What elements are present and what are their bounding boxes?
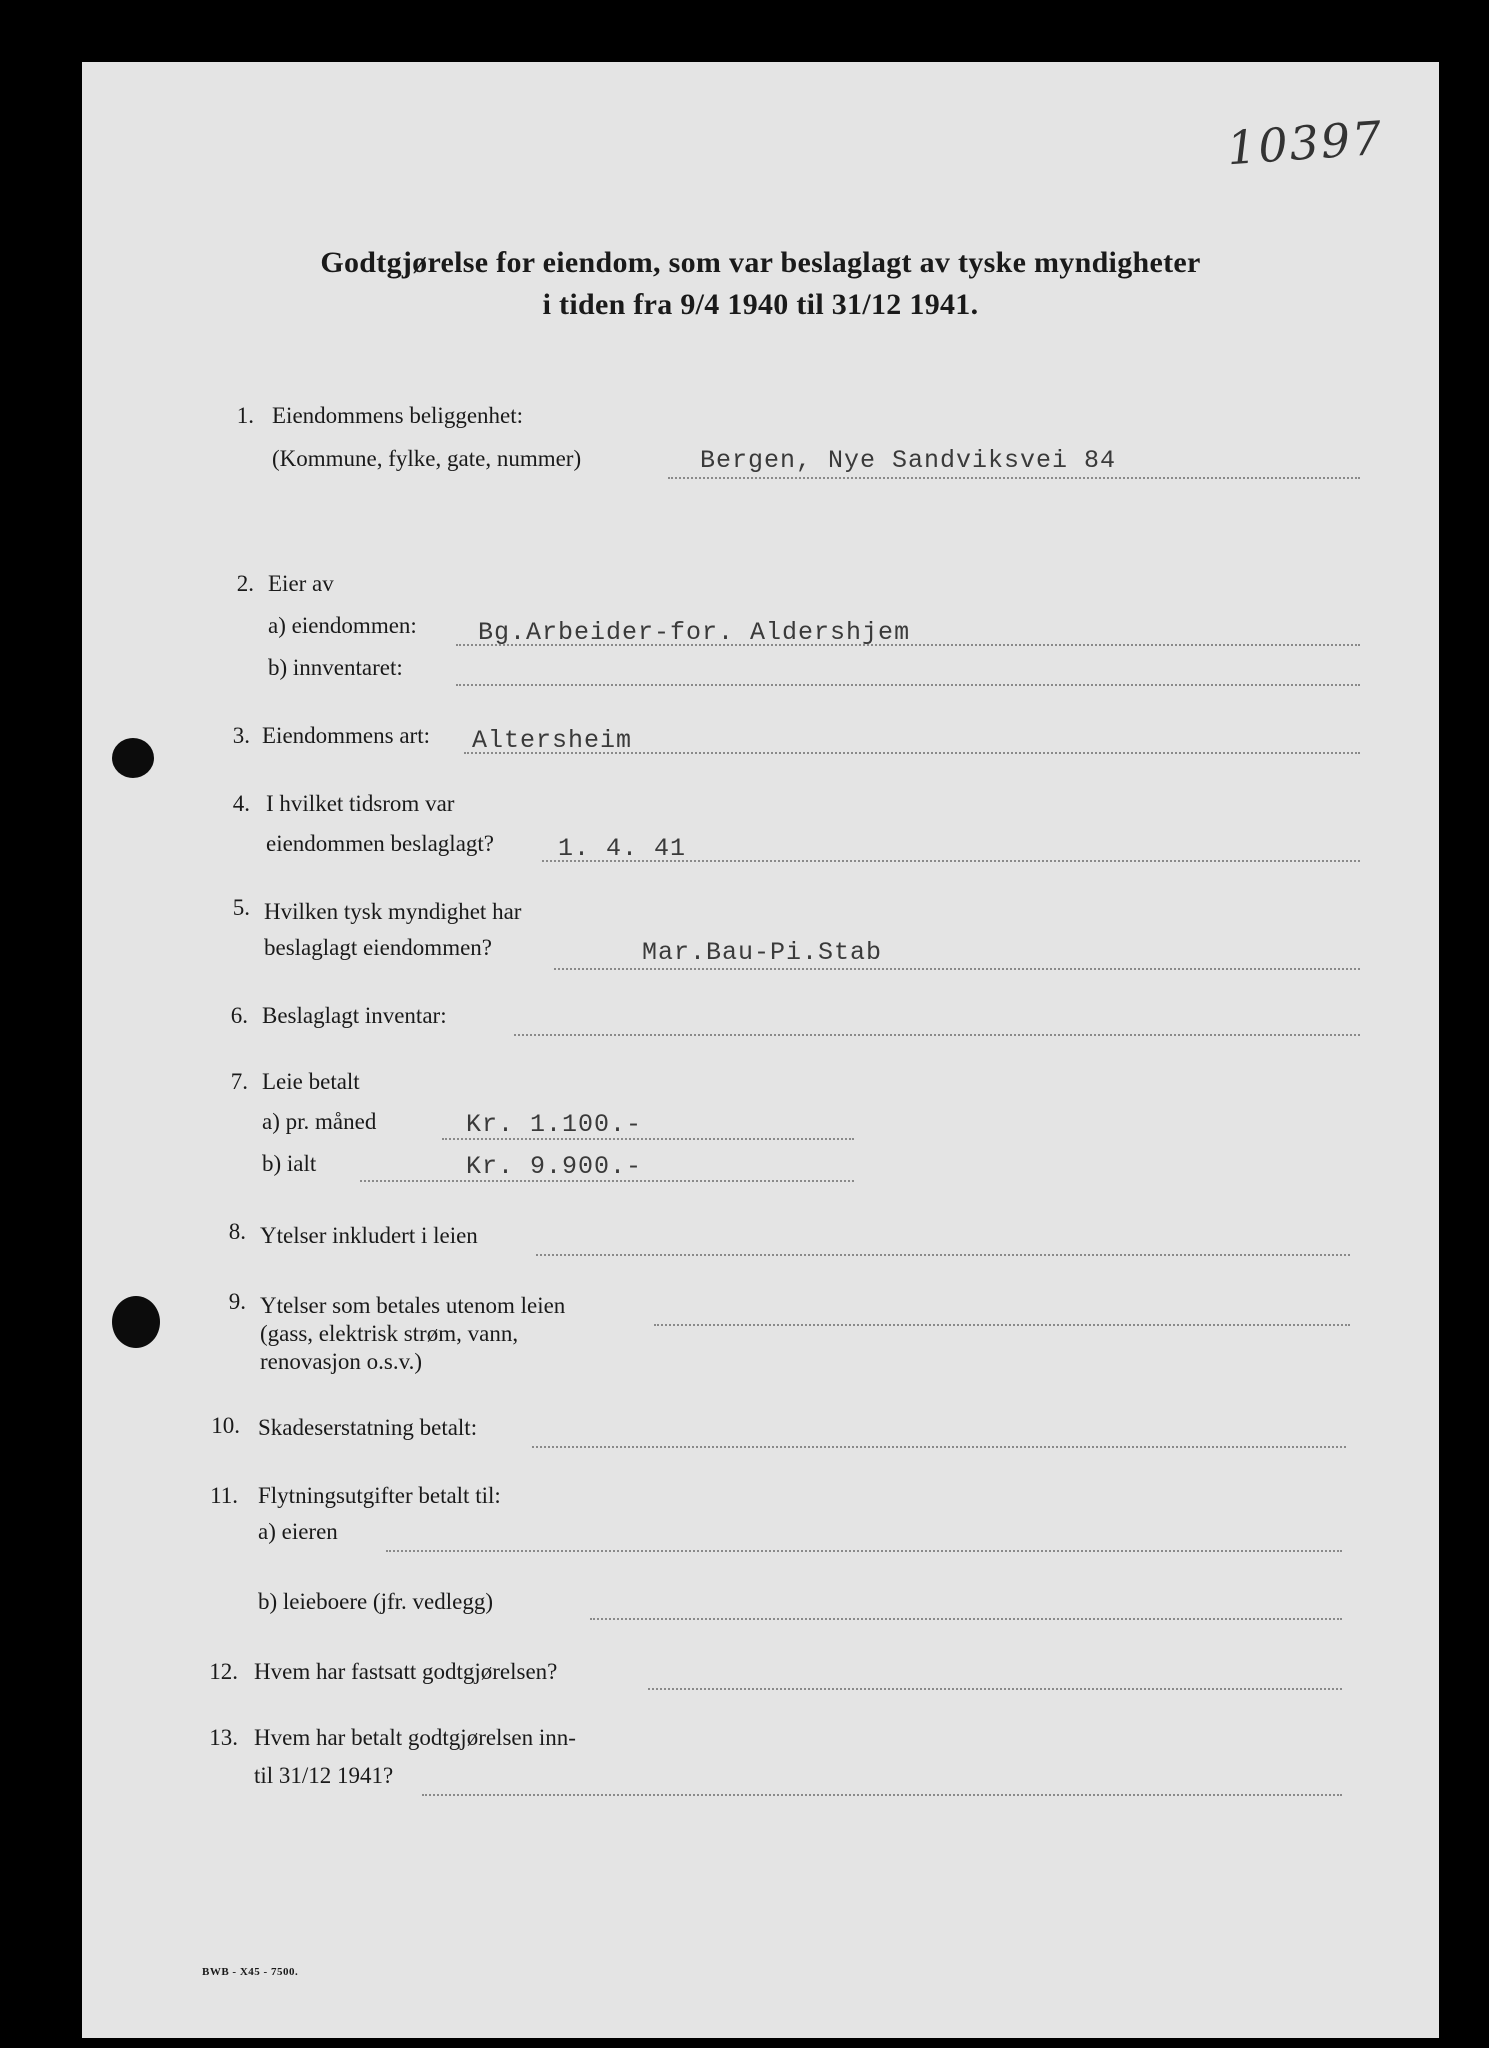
q11a-label: a) eieren — [258, 1519, 338, 1544]
q3-number: 3. — [232, 723, 250, 748]
q7b-answer: Kr. 9.900.- — [466, 1152, 643, 1181]
q3-answer: Altersheim — [472, 726, 633, 755]
q2-label: Eier av — [268, 571, 334, 596]
q11-label: Flytningsutgifter betalt til: — [258, 1483, 501, 1508]
q9-number: 9. — [228, 1289, 246, 1314]
q2b-label: b) innventaret: — [268, 655, 403, 680]
q12-label: Hvem har fastsatt godtgjørelsen? — [254, 1659, 558, 1684]
punch-hole-stain-upper — [112, 738, 154, 778]
q9-label-line2: (gass, elektrisk strøm, vann, — [260, 1321, 519, 1346]
form-page — [82, 62, 1439, 2038]
q2-number: 2. — [236, 571, 254, 596]
q1-answer-line — [668, 477, 1360, 479]
q6-number: 6. — [230, 1003, 248, 1028]
q6-label: Beslaglagt inventar: — [262, 1003, 447, 1028]
q9-label-line1: Ytelser som betales utenom leien — [260, 1293, 566, 1318]
q9-answer-line — [654, 1324, 1350, 1326]
q3-label: Eiendommens art: — [262, 723, 430, 748]
printer-code: BWB - X45 - 7500. — [202, 1966, 299, 1978]
q8-label: Ytelser inkludert i leien — [260, 1223, 478, 1248]
q7a-label: a) pr. måned — [262, 1109, 377, 1134]
q7-number: 7. — [230, 1069, 248, 1094]
q13-label-line1: Hvem har betalt godtgjørelsen inn- — [254, 1725, 576, 1750]
q10-number: 10. — [211, 1413, 240, 1438]
q4-number: 4. — [232, 791, 250, 816]
q1-label-line1: Eiendommens beliggenhet: — [272, 403, 524, 428]
q11b-answer-line — [590, 1618, 1342, 1620]
q7b-label: b) ialt — [262, 1151, 317, 1176]
q11b-label: b) leieboere (jfr. vedlegg) — [258, 1589, 493, 1614]
q1-number: 1. — [236, 403, 254, 428]
q1-answer: Bergen, Nye Sandviksvei 84 — [700, 446, 1117, 475]
q13-answer-line — [422, 1794, 1342, 1796]
q9-label-line3: renovasjon o.s.v.) — [260, 1349, 423, 1374]
q12-answer-line — [648, 1688, 1342, 1690]
q1-label-line2: (Kommune, fylke, gate, nummer) — [272, 446, 582, 471]
q13-number: 13. — [209, 1725, 238, 1750]
q5-label-line1: Hvilken tysk myndighet har — [264, 899, 522, 924]
q2b-answer-line — [456, 684, 1360, 686]
q4-answer: 1. 4. 41 — [558, 834, 687, 863]
q4-label-line2: eiendommen beslaglagt? — [266, 831, 495, 856]
q2a-answer: Bg.Arbeider-for. Aldershjem — [478, 618, 911, 647]
handwritten-archive-number: 10397 — [1225, 110, 1386, 176]
q5-label-line2: beslaglagt eiendommen? — [264, 935, 493, 960]
q4-label-line1: I hvilket tidsrom var — [266, 791, 455, 816]
q5-answer: Mar.Bau-Pi.Stab — [642, 938, 883, 967]
q7-label: Leie betalt — [262, 1069, 360, 1094]
q8-answer-line — [536, 1254, 1350, 1256]
q13-label-line2: til 31/12 1941? — [254, 1763, 394, 1788]
q8-number: 8. — [228, 1219, 246, 1244]
q12-number: 12. — [209, 1659, 238, 1684]
q5-answer-line — [554, 968, 1360, 970]
q2a-label: a) eiendommen: — [268, 613, 417, 638]
q10-answer-line — [532, 1446, 1346, 1448]
form-title-line1: Godtgjørelse for eiendom, som var beslaglagt av tyske myndigheter — [320, 246, 1201, 279]
punch-hole-stain-lower — [112, 1296, 160, 1348]
q5-number: 5. — [232, 895, 250, 920]
q10-label: Skadeserstatning betalt: — [258, 1415, 478, 1440]
form-title-line2: i tiden fra 9/4 1940 til 31/12 1941. — [542, 288, 979, 321]
q11a-answer-line — [386, 1550, 1342, 1552]
q7a-answer: Kr. 1.100.- — [466, 1110, 643, 1139]
q11-number: 11. — [210, 1483, 238, 1508]
q6-answer-line — [514, 1034, 1360, 1036]
